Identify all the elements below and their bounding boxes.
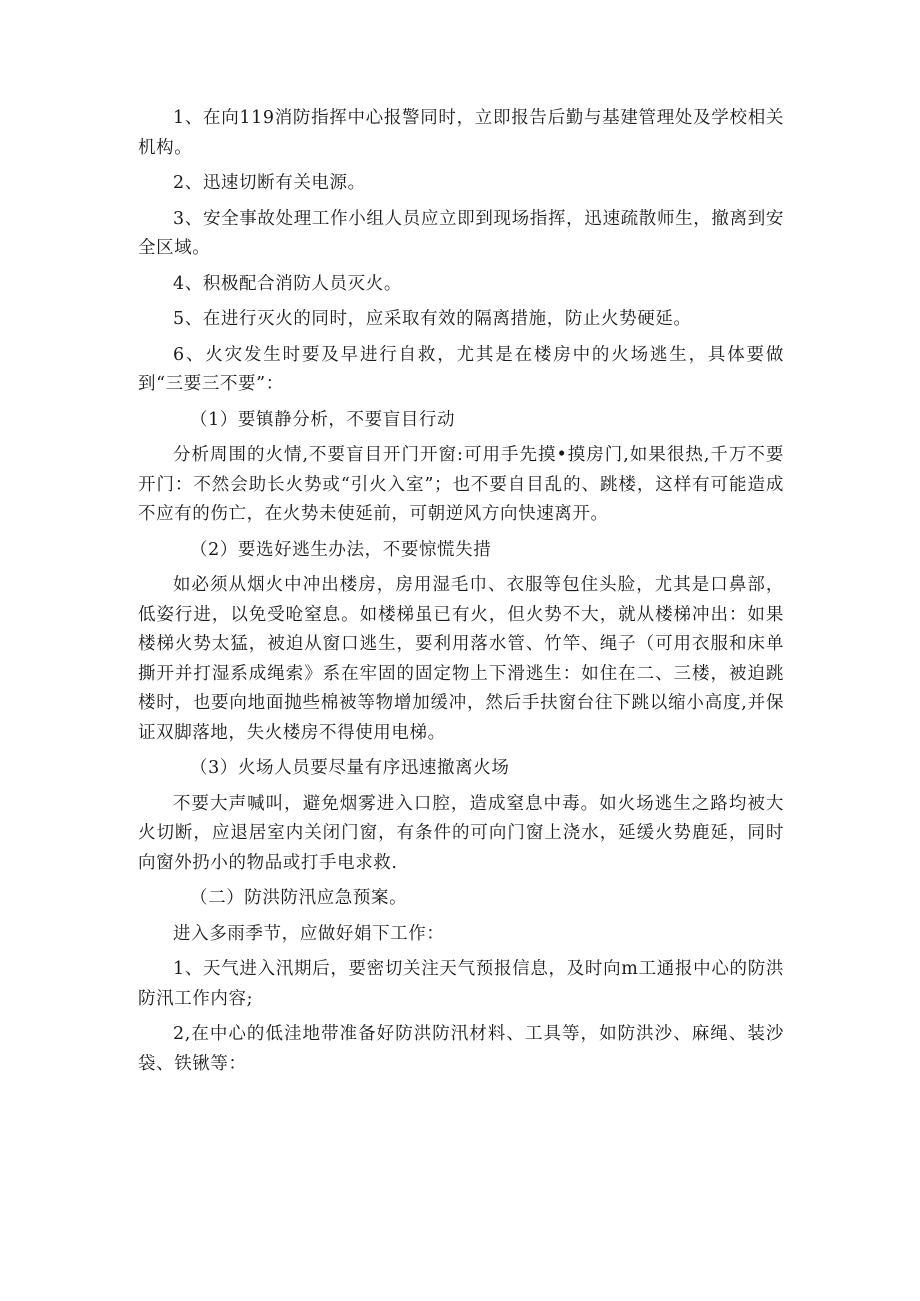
subheading-escape-method: （2）要选好逃生办法，不要惊慌失措: [190, 539, 492, 560]
paragraph-escape-details: 如必须从烟火中冲出楼房，房用湿毛巾、衣服等包住头脸，尤其是口鼻部，低姿行进，以免受呛窒息。如楼梯虽已有火，但火势不大，就从楼梯冲出：如果楼梯火势太猛，被迫从窗口逃生，要利用落水管、竹竿、绳子（可用衣服和床单撕开并打湿系成绳索》系在牢固的固定物上下滑逃生：如住在二、三楼，被迫跳楼时，也要向地面抛些棉被等物增加缓冲，然后手扶窗台往下跳以缩小高度,并保证双脚落地，失火楼房不得使用电梯。: [138, 575, 784, 743]
paragraph-self-rescue: 6、火灾发生时要及早进行自救，尤其是在楼房中的火场逃生，具体要做到“三要三不要”：: [138, 344, 784, 394]
section-heading-flood-plan: （二）防洪防汛应急预案。: [190, 888, 408, 908]
paragraph-cut-power: 2、迅速切断有关电源。: [173, 173, 366, 193]
paragraph-assist-firefighters: 4、积极配合消防人员灭火。: [173, 273, 402, 294]
paragraph-analyze-fire: 分析周围的火情,不要盲目开门开窗:可用手先摸•摸房门,如果很热,千万不要开门：不然会助长火势或“引火入室”；也不要自目乱的、跳楼，这样有可能造成不应有的伤亡，在火势未使延前，可朝逆风方向快速离开。: [138, 445, 784, 524]
paragraph-flood-materials: 2,在中心的低洼地带准备好防洪防汛材料、工具等，如防洪沙、麻绳、装沙袋、铁锹等：: [138, 1024, 784, 1074]
subheading-orderly-evacuation: （3）火场人员要尽量有序迅速撤离火场: [190, 758, 510, 778]
document-body: [138, 104, 784, 1085]
paragraph-report-119: 1、在向119消防指挥中心报警同时，立即报告后勤与基建管理处及学校相关机构。: [138, 108, 784, 158]
paragraph-weather-forecast: 1、天气进入汛期后，要密切关注天气预报信息，及时向m工通报中心的防洪防汛工作内容;: [138, 959, 784, 1009]
subheading-stay-calm: （1）要镇静分析，不要盲目行动: [190, 409, 456, 430]
paragraph-avoid-smoke: 不要大声喊叫，避免烟雾进入口腔，造成窒息中毒。如火场逃生之路均被大火切断，应退居室内关闭门窗，有条件的可向门窗上浇水，延缓火势鹿延，同时向窗外扔小的物品或打手电求救.: [138, 793, 784, 873]
paragraph-rainy-season: 进入多雨季节，应做好娟下工作：: [173, 923, 445, 944]
paragraph-isolation: 5、在进行灭火的同时，应采取有效的隔离措施，防止火势硬延。: [173, 309, 692, 329]
paragraph-evacuate: 3、安全事故处理工作小组人员应立即到现场指挥，迅速疏散师生，撤离到安全区域。: [138, 208, 784, 258]
